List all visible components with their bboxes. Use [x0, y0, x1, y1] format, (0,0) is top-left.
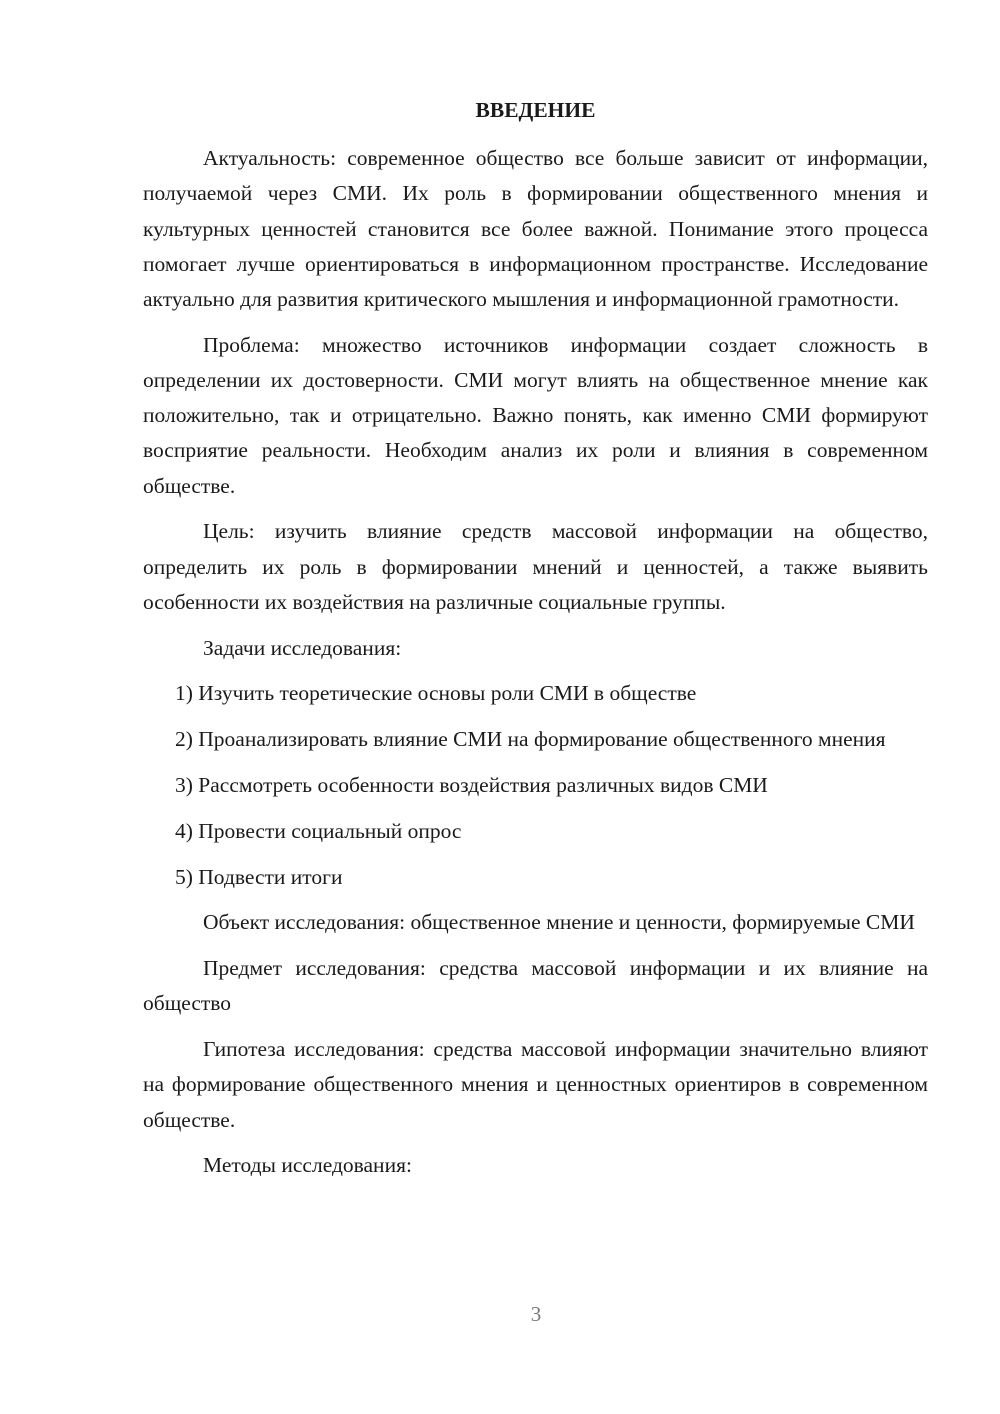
task-item: 4) Провести социальный опрос — [175, 818, 462, 843]
task-item: 3) Рассмотреть особенности воздействия различных видов СМИ — [175, 773, 768, 798]
object-paragraph: Объект исследования: общественное мнение и ценности, формируемые СМИ — [203, 910, 915, 935]
problem-paragraph: Проблема: множество источников информации создает сложность в определении их достоверности. СМИ могут влиять на общественное мнение как положительно, так и отрицательно. Важно понять, как именно СМИ формируют восприятие реальности. Необходим анализ их роли и влияния в современном обществе. — [143, 332, 928, 498]
document-page — [143, 93, 928, 1194]
hypothesis-paragraph: Гипотеза исследования: средства массовой информации значительно влияют на формирование общественного мнения и ценностных ориентиров в современном обществе. — [143, 1037, 928, 1132]
task-item: 2) Проанализировать влияние СМИ на формирование общественного мнения — [175, 727, 886, 752]
methods-heading: Методы исследования: — [203, 1153, 412, 1178]
page-title: ВВЕДЕНИЕ — [475, 98, 596, 122]
tasks-heading: Задачи исследования: — [203, 635, 402, 660]
task-item: 5) Подвести итоги — [175, 864, 343, 889]
page-number: 3 — [530, 1302, 542, 1326]
task-item: 1) Изучить теоретические основы роли СМИ в обществе — [175, 681, 697, 706]
goal-paragraph: Цель: изучить влияние средств массовой информации на общество, определить их роль в формировании мнений и ценностей, а также выявить особенности их воздействия на различные социальные группы. — [143, 519, 928, 614]
relevance-paragraph: Актуальность: современное общество все больше зависит от информации, получаемой через СМИ. Их роль в формировании общественного мнения и культурных ценностей становится все более важной. Понимание этого процесса помогает лучше ориентироваться в информационном пространстве. Исследование актуально для развития критического мышления и информационной грамотности. — [143, 146, 928, 312]
subject-paragraph: Предмет исследования: средства массовой информации и их влияние на общество — [143, 956, 928, 1016]
